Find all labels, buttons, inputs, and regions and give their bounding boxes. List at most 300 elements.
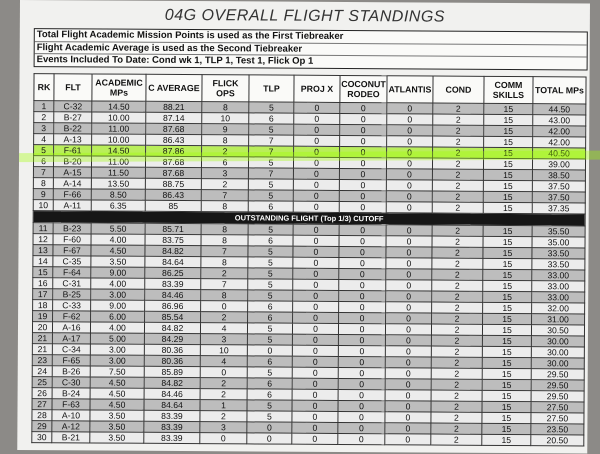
table-cell: 3.50 (91, 256, 145, 267)
table-cell: 10.00 (92, 112, 146, 123)
table-cell: 88.21 (146, 101, 202, 112)
table-cell: 0 (293, 235, 339, 246)
table-cell: 9 (202, 124, 249, 135)
table-cell: 2 (431, 335, 482, 346)
header-rk: RK (34, 74, 54, 101)
table-cell: 23.50 (531, 424, 584, 435)
table-cell: 28 (32, 410, 52, 421)
table-cell: 2 (432, 291, 483, 302)
table-cell: 0 (339, 312, 386, 323)
table-cell: 15 (483, 313, 532, 324)
table-cell: 0 (293, 191, 339, 202)
table-cell: 5 (248, 246, 293, 257)
table-cell: 5.00 (90, 333, 144, 344)
table-cell: 83.39 (144, 411, 200, 422)
table-cell: 37.50 (532, 181, 585, 192)
table-cell: 87.68 (145, 168, 201, 179)
table-cell: B-21 (52, 432, 90, 443)
table-cell: 3 (200, 422, 247, 433)
table-cell: 0 (387, 114, 433, 125)
table-cell: 0 (387, 147, 433, 158)
table-cell: 2 (432, 169, 483, 180)
standings-table (31, 73, 586, 447)
table-cell: 7 (249, 146, 294, 157)
table-cell: 27 (32, 399, 52, 410)
table-cell: F-65 (52, 355, 90, 366)
table-cell: C-34 (52, 344, 90, 355)
table-cell: 0 (292, 389, 338, 400)
table-cell: 87.68 (145, 157, 201, 168)
table-cell: 6 (248, 234, 293, 245)
table-cell: 85.54 (145, 311, 201, 322)
table-cell: 0 (385, 357, 431, 368)
table-cell: 16 (33, 277, 53, 288)
table-cell: 0 (293, 202, 339, 213)
table-cell: F-64 (53, 266, 91, 277)
table-cell: 29 (32, 421, 52, 432)
table-cell: 15 (482, 402, 531, 413)
header-flt: FLT (54, 74, 92, 101)
table-cell: F-61 (54, 145, 92, 156)
table-cell: A-12 (52, 421, 90, 432)
table-cell: 33.00 (532, 269, 585, 280)
table-cell: 0 (386, 313, 432, 324)
table-cell: 4.00 (91, 234, 145, 245)
table-cell: 1 (34, 101, 54, 112)
table-cell: 2 (200, 389, 247, 400)
table-cell: 8 (33, 178, 53, 189)
table-cell: 15 (482, 346, 531, 357)
table-cell: 0 (292, 400, 338, 411)
table-cell: 83.75 (145, 234, 201, 245)
table-cell: 0 (292, 423, 338, 434)
table-cell: 0 (386, 224, 432, 235)
table-cell: 0 (339, 301, 386, 312)
table-cell: 39.00 (532, 159, 585, 170)
table-cell: B-20 (53, 156, 91, 167)
table-cell: B-24 (52, 388, 90, 399)
table-cell: 15 (33, 266, 53, 277)
table-cell: A-10 (52, 410, 90, 421)
table-cell: 33.00 (532, 291, 585, 302)
table-cell: 5 (249, 124, 294, 135)
table-cell: 0 (385, 335, 431, 346)
table-cell: 15 (483, 258, 532, 269)
table-cell: 18 (33, 299, 53, 310)
table-cell: 29.50 (531, 369, 584, 380)
table-cell: 30.00 (531, 358, 584, 369)
table-cell: 8 (202, 135, 249, 146)
table-cell: 84.64 (145, 256, 201, 267)
table-cell: 5.50 (91, 222, 145, 233)
header-academic-mps: ACADEMIC MPs (92, 74, 146, 101)
table-cell: 0 (293, 290, 339, 301)
table-cell: 2 (431, 423, 482, 434)
table-cell: 2 (432, 313, 483, 324)
table-cell: 2 (432, 191, 483, 202)
table-cell: 4.50 (91, 245, 145, 256)
header-row (34, 74, 586, 104)
standings-sheet (17, 0, 590, 453)
table-cell: 0 (294, 102, 340, 113)
table-cell: 0 (338, 334, 385, 345)
table-cell: 6 (248, 312, 293, 323)
table-cell: 2 (201, 179, 248, 190)
table-cell: 30.50 (531, 325, 584, 336)
table-cell: 37.35 (532, 203, 585, 214)
table-cell: 0 (292, 411, 338, 422)
table-cell: 0 (385, 368, 431, 379)
table-cell: 5 (248, 268, 293, 279)
table-cell: 32.00 (532, 302, 585, 313)
table-cell: 4 (200, 356, 247, 367)
table-cell: 2 (433, 103, 484, 114)
table-cell: 84.46 (144, 388, 200, 399)
table-cell: 0 (386, 257, 432, 268)
table-cell: 83.39 (145, 278, 201, 289)
table-cell: 29.50 (531, 391, 584, 402)
table-cell: 5 (248, 279, 293, 290)
table-cell: 11.00 (91, 156, 145, 167)
table-cell: 15 (482, 424, 531, 435)
table-cell: 0 (338, 423, 385, 434)
table-cell: 2 (431, 357, 482, 368)
table-cell: 0 (292, 367, 338, 378)
table-cell: 15 (482, 335, 531, 346)
table-cell: 2 (201, 267, 248, 278)
table-cell: 2 (200, 378, 247, 389)
table-cell: 3.50 (90, 410, 144, 421)
table-cell: 5 (248, 157, 293, 168)
table-cell: 6 (247, 356, 292, 367)
table-cell: 2 (431, 346, 482, 357)
table-cell: 87.14 (146, 112, 202, 123)
table-cell: 4 (200, 323, 247, 334)
table-cell: 6 (248, 301, 293, 312)
table-cell: 86.96 (145, 300, 201, 311)
table-cell: 17 (33, 288, 53, 299)
header-atlantis: ATLANTIS (387, 76, 433, 103)
page-title: 04G OVERALL FLIGHT STANDINGS (164, 6, 446, 26)
table-cell: 10 (33, 200, 53, 211)
table-cell: 2 (433, 147, 484, 158)
table-cell: 15 (482, 324, 531, 335)
table-cell: 0 (385, 346, 431, 357)
table-cell: 30 (32, 432, 52, 443)
table-cell: 0 (338, 401, 385, 412)
table-cell: 0 (339, 246, 386, 257)
table-cell: 0 (339, 202, 386, 213)
table-cell: B-23 (53, 222, 91, 233)
table-cell: 2 (432, 180, 483, 191)
table-cell: 33.50 (532, 258, 585, 269)
table-cell: 2 (432, 280, 483, 291)
table-cell: 21 (32, 333, 52, 344)
table-cell: 6 (249, 113, 294, 124)
table-cell: 42.00 (533, 137, 586, 148)
table-cell: 2 (432, 258, 483, 269)
table-cell: 2 (432, 225, 483, 236)
table-cell: 2 (432, 202, 483, 213)
header-tlp: TLP (249, 75, 294, 102)
table-cell: F-63 (52, 399, 90, 410)
table-cell: 0 (386, 246, 432, 257)
table-cell: 2 (431, 412, 482, 423)
table-cell: 42.00 (533, 126, 586, 137)
table-cell: 19 (33, 310, 53, 321)
table-cell: 5 (248, 179, 293, 190)
table-cell: 27.50 (531, 402, 584, 413)
table-cell: 5 (248, 290, 293, 301)
table-cell: 0 (339, 158, 386, 169)
table-cell: 0 (386, 268, 432, 279)
table-cell: 83.39 (144, 422, 200, 433)
table-cell: 0 (338, 357, 385, 368)
table-cell: 0 (293, 246, 339, 257)
table-cell: 9.00 (91, 267, 145, 278)
table-cell: 0 (339, 290, 386, 301)
table-cell: 0 (339, 279, 386, 290)
table-cell: 15 (483, 291, 532, 302)
table-cell: 0 (293, 301, 339, 312)
note-first-tiebreaker: Total Flight Academic Mission Points is used as the First Tiebreaker (35, 29, 587, 45)
table-cell: 86.43 (146, 134, 202, 145)
table-cell: 24 (32, 366, 52, 377)
table-cell: 9.00 (91, 300, 145, 311)
table-cell: 0 (339, 257, 386, 268)
table-cell: 0 (293, 312, 339, 323)
table-cell: 15 (484, 136, 533, 147)
table-cell: 7 (249, 135, 294, 146)
note-second-tiebreaker: Flight Academic Average is used as the Second Tiebreaker (35, 42, 587, 58)
table-cell: 15 (483, 181, 532, 192)
table-cell: 43.00 (533, 115, 586, 126)
table-cell: 0 (385, 324, 431, 335)
table-cell: 15 (482, 391, 531, 402)
table-cell: 2 (433, 136, 484, 147)
table-cell: 86.43 (145, 190, 201, 201)
table-cell: 0 (293, 157, 339, 168)
table-cell: 38.50 (532, 170, 585, 181)
table-cell: 13 (33, 244, 53, 255)
table-cell: 35.00 (532, 236, 585, 247)
table-cell: 5 (248, 190, 293, 201)
table-cell: 5 (248, 257, 293, 268)
table-cell: 31.00 (532, 314, 585, 325)
table-cell: 6 (201, 157, 248, 168)
table-cell: 2 (432, 269, 483, 280)
table-cell: 8 (201, 289, 248, 300)
header-c-average: C AVERAGE (146, 74, 202, 101)
table-cell: 3 (201, 168, 248, 179)
header-cond: COND (433, 76, 484, 103)
table-cell: 10 (200, 345, 247, 356)
table-cell: 26 (32, 388, 52, 399)
table-cell: 2 (431, 324, 482, 335)
table-cell: 11 (33, 222, 53, 233)
table-cell: 5 (247, 323, 292, 334)
table-cell: 0 (385, 423, 431, 434)
table-cell: 0 (292, 323, 338, 334)
table-cell: 6.00 (91, 311, 145, 322)
table-cell: 4.00 (90, 322, 144, 333)
table-cell: 4 (34, 134, 54, 145)
table-cell: 84.29 (144, 333, 200, 344)
table-cell: 15 (482, 368, 531, 379)
table-cell: C-33 (53, 300, 91, 311)
table-cell: 4.50 (90, 399, 144, 410)
table-cell: 2 (431, 434, 482, 445)
table-cell: B-27 (54, 112, 92, 123)
table-cell: 0 (247, 422, 292, 433)
table-cell: 27.50 (531, 413, 584, 424)
table-cell: 23 (32, 355, 52, 366)
table-cell: 4.50 (90, 377, 144, 388)
table-cell: 7 (201, 245, 248, 256)
table-cell: 84.64 (144, 400, 200, 411)
table-cell: 7.50 (90, 366, 144, 377)
table-cell: 15 (483, 236, 532, 247)
table-cell: 0 (386, 202, 432, 213)
table-cell: 5 (247, 334, 292, 345)
table-cell: 85.71 (145, 223, 201, 234)
table-cell: 0 (200, 367, 247, 378)
table-cell: 80.36 (144, 355, 200, 366)
table-cell: 0 (338, 434, 385, 445)
table-cell: 85.89 (144, 366, 200, 377)
table-cell: 0 (387, 125, 433, 136)
table-cell: 21 (32, 344, 52, 355)
table-cell: 0 (293, 279, 339, 290)
table-cell: 30.00 (531, 347, 584, 358)
header-coconut-rodeo: COCONUT RODEO (340, 75, 387, 102)
table-cell: 33.00 (532, 280, 585, 291)
table-cell: 15 (482, 413, 531, 424)
table-cell: 12 (33, 233, 53, 244)
table-cell: 84.82 (144, 377, 200, 388)
table-cell: A-17 (52, 333, 90, 344)
table-cell: 0 (338, 390, 385, 401)
table-cell: 0 (292, 378, 338, 389)
table-cell: 0 (386, 191, 432, 202)
table-cell: 11.00 (92, 123, 146, 134)
table-cell: 40.50 (533, 148, 586, 159)
table-cell: 2 (432, 302, 483, 313)
table-cell: 83.39 (144, 433, 200, 444)
table-cell: 7 (201, 278, 248, 289)
table-cell: 88.75 (145, 179, 201, 190)
table-cell: 0 (385, 390, 431, 401)
header-proj-x: PROJ X (294, 75, 340, 102)
table-cell: 8 (201, 223, 248, 234)
table-cell: 0 (387, 136, 433, 147)
table-cell: 0 (339, 180, 386, 191)
table-cell: 15 (482, 380, 531, 391)
header-comm-skills: COMM SKILLS (484, 76, 533, 103)
table-cell: F-62 (53, 311, 91, 322)
table-cell: 0 (339, 191, 386, 202)
table-cell: 15 (483, 269, 532, 280)
table-cell: C-35 (53, 255, 91, 266)
table-cell: A-14 (53, 178, 91, 189)
table-cell: 9 (33, 189, 53, 200)
table-cell: 30.00 (531, 336, 584, 347)
table-cell: 0 (294, 113, 340, 124)
table-cell: 2 (431, 368, 482, 379)
table-cell: 8 (201, 256, 248, 267)
tiebreaker-notes (34, 28, 588, 70)
table-cell: 3.50 (90, 421, 144, 432)
table-cell: 2 (432, 247, 483, 258)
table-cell: 85 (145, 201, 201, 212)
table-cell: 8 (202, 102, 249, 113)
table-cell: 84.82 (144, 322, 200, 333)
table-cell: 3.00 (90, 344, 144, 355)
cutoff-label: OUTSTANDING FLIGHT (Top 1/3) CUTOFF (33, 211, 585, 225)
table-cell: 0 (338, 379, 385, 390)
table-cell: 0 (294, 146, 340, 157)
table-cell: 8 (201, 201, 248, 212)
table-cell: F-60 (53, 233, 91, 244)
table-cell: 15 (483, 192, 532, 203)
header-total-mps: TOTAL MPs (533, 77, 586, 104)
table-cell: 3.00 (90, 355, 144, 366)
table-cell: 0 (338, 412, 385, 423)
table-cell: 0 (386, 180, 432, 191)
table-cell: 6 (248, 201, 293, 212)
table-cell: 35.50 (532, 225, 585, 236)
table-cell: 0 (294, 135, 340, 146)
table-cell: 3 (34, 123, 54, 134)
table-cell: 87.86 (146, 145, 202, 156)
table-cell: 0 (294, 124, 340, 135)
table-cell: 7 (201, 190, 248, 201)
table-cell: 0 (201, 300, 248, 311)
table-cell: 0 (339, 235, 386, 246)
table-cell: 0 (292, 345, 338, 356)
table-cell: 15 (484, 103, 533, 114)
table-cell: 4.50 (90, 388, 144, 399)
table-cell: A-11 (53, 200, 91, 211)
table-cell: 0 (386, 235, 432, 246)
table-cell: 15 (483, 280, 532, 291)
note-events-included: Events Included To Date: Cond wk 1, TLP 1, Test 1, Flick Op 1 (36, 54, 314, 67)
table-cell: 2 (433, 125, 484, 136)
table-cell: 6.35 (91, 200, 145, 211)
table-cell: 0 (247, 433, 292, 444)
table-cell: 1 (200, 400, 247, 411)
table-cell: 5 (248, 223, 293, 234)
table-cell: 0 (385, 379, 431, 390)
table-cell: 15 (482, 435, 531, 446)
table-cell: 80.36 (144, 344, 200, 355)
table-cell: 0 (339, 268, 386, 279)
table-cell: 0 (386, 302, 432, 313)
table-cell: F-67 (53, 244, 91, 255)
table-cell: 0 (340, 102, 387, 113)
table-cell: 0 (339, 224, 386, 235)
table-cell: B-26 (52, 366, 90, 377)
table-cell: 13.50 (91, 178, 145, 189)
table-cell: 0 (386, 279, 432, 290)
table-cell: 3.50 (90, 432, 144, 443)
table-cell: C-32 (54, 101, 92, 112)
table-cell: 0 (385, 412, 431, 423)
table-cell: 6 (247, 389, 292, 400)
table-cell: 2 (200, 411, 247, 422)
table-cell: 5 (247, 367, 292, 378)
table-cell: 6 (33, 156, 53, 167)
